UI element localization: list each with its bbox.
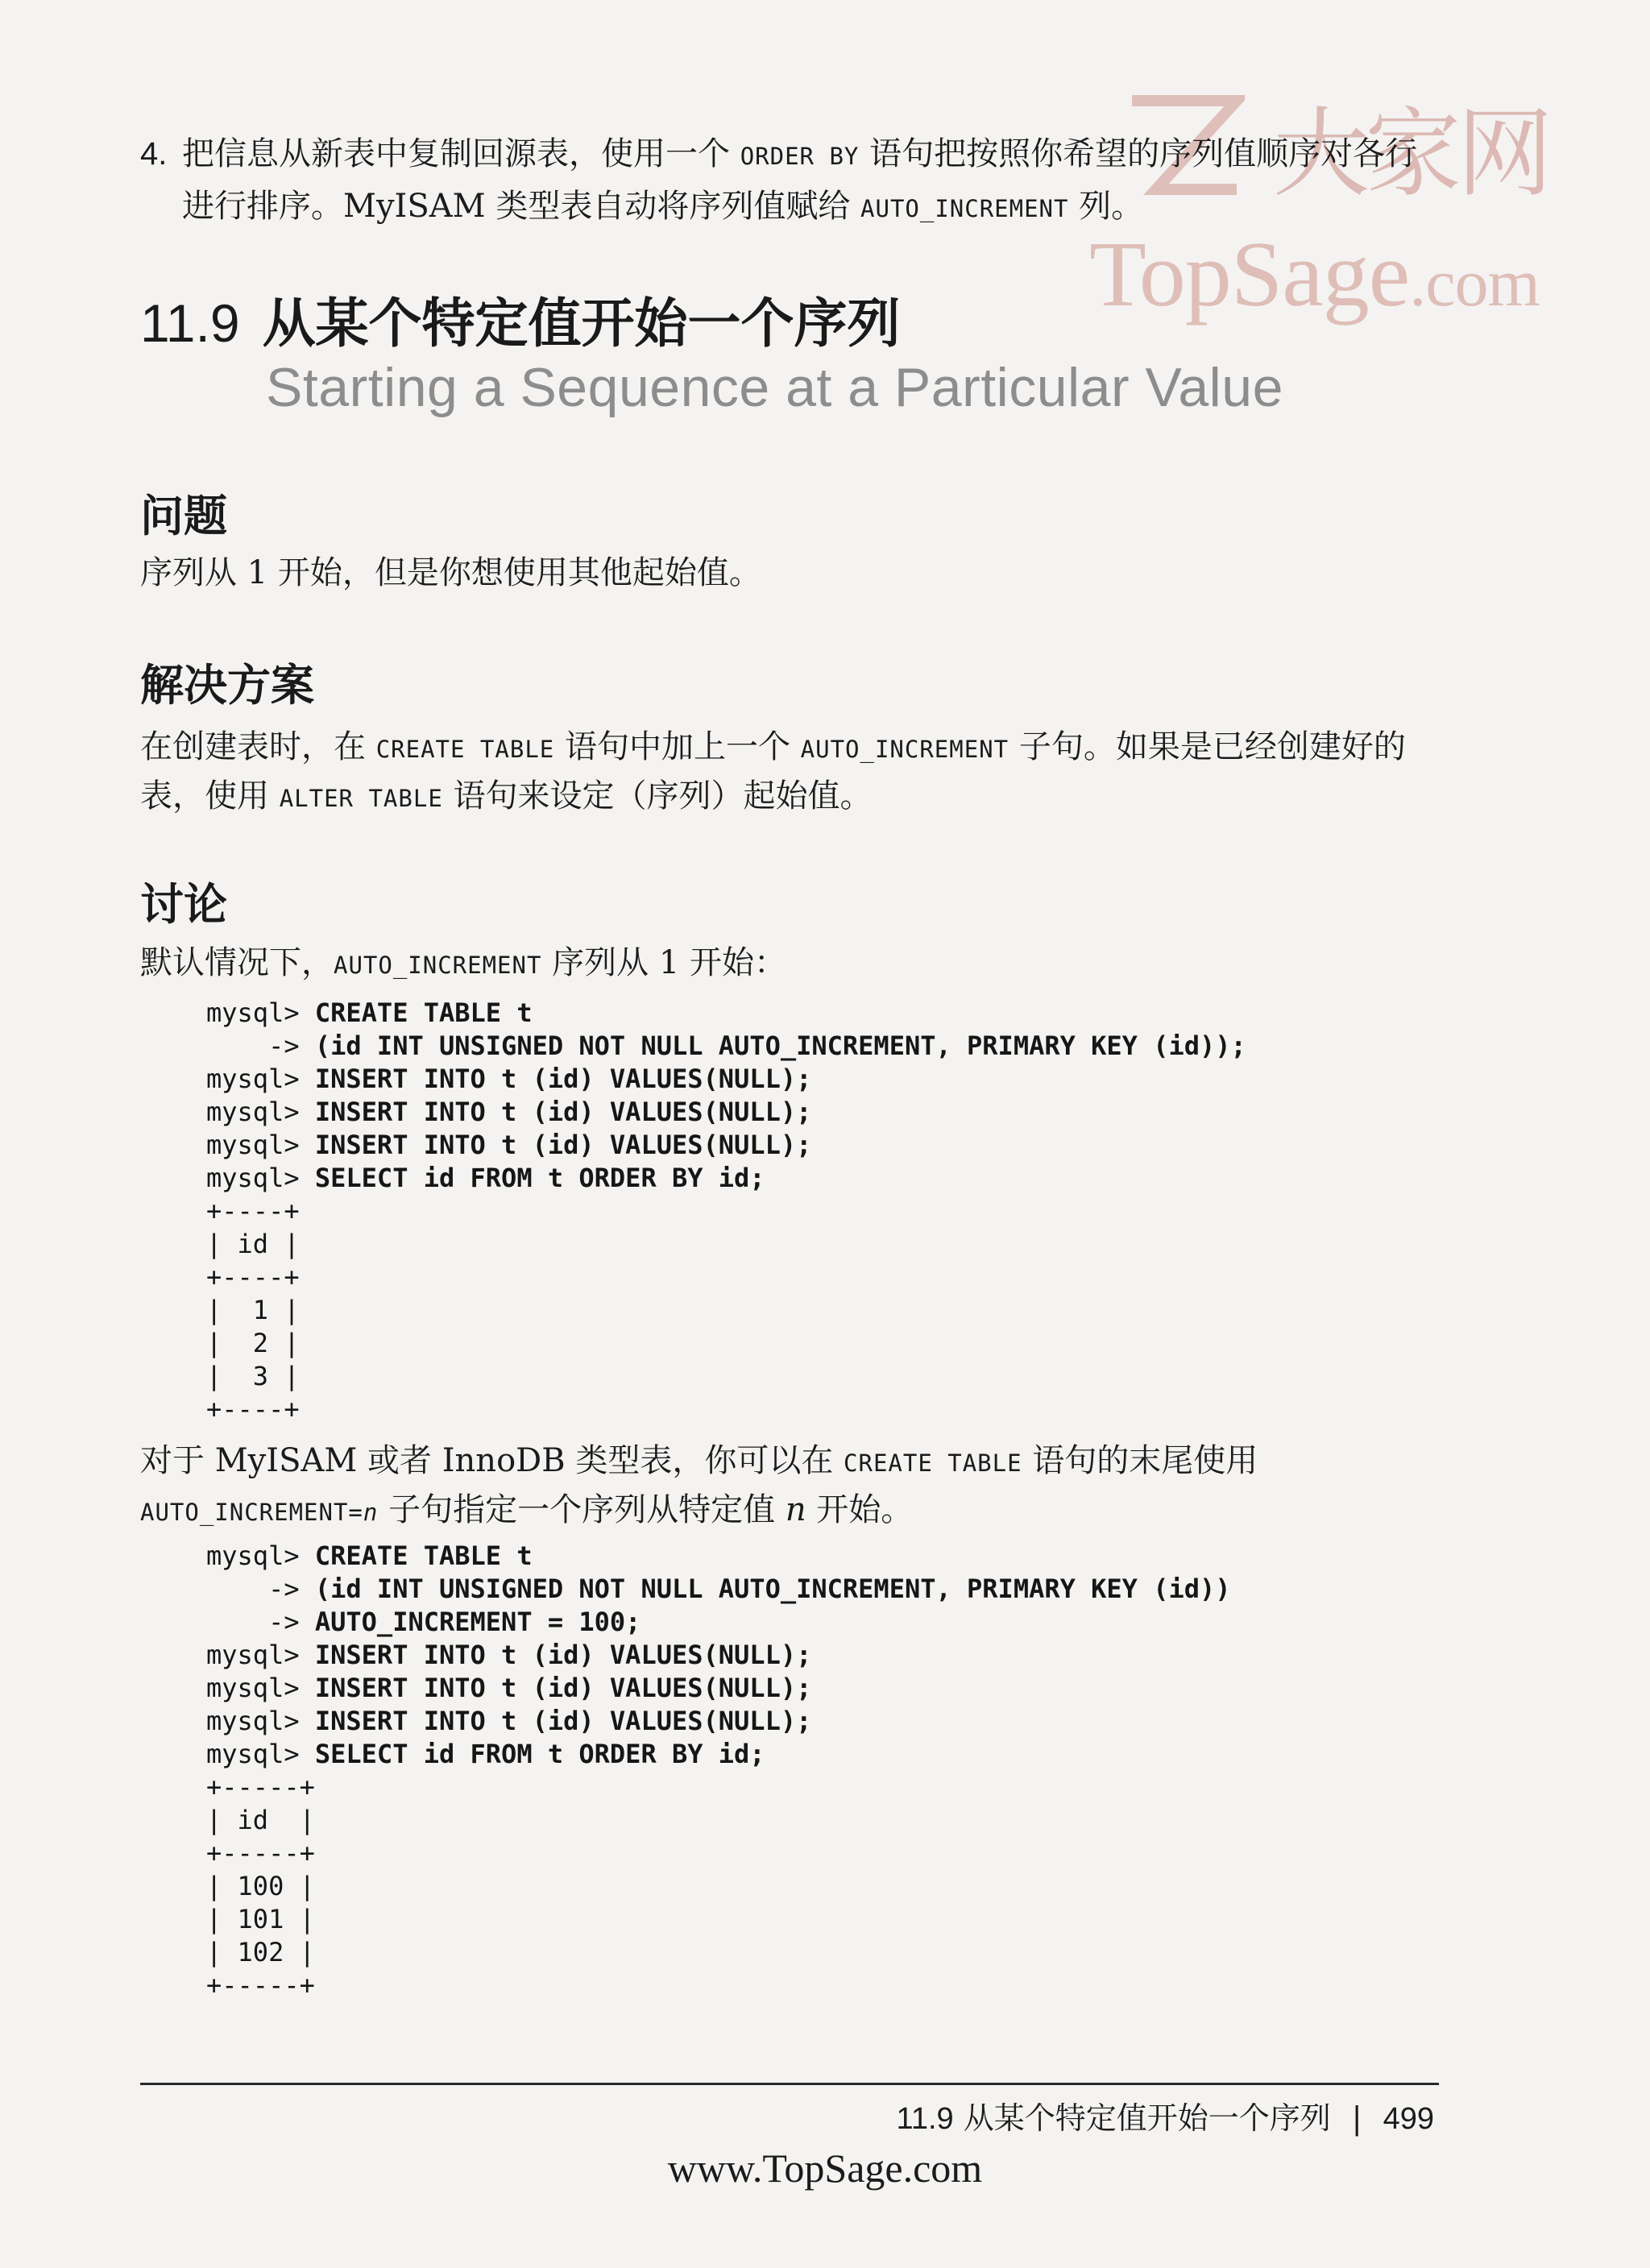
section-number: 11.9 bbox=[140, 293, 240, 353]
code-command: (id INT UNSIGNED NOT NULL AUTO_INCREMENT, PRIMARY KEY (id)); bbox=[314, 1030, 1246, 1061]
code-block-2 bbox=[206, 1540, 1231, 2002]
step-text-part: 语句把按照你希望的序列值顺序对各行进行排序。MyISAM 类型表自动将序列值赋给 bbox=[182, 135, 1418, 225]
code-prompt: | 3 | bbox=[206, 1361, 300, 1391]
text-part: 子句。如果是已经创建好的表，使用 bbox=[140, 728, 1406, 815]
code-line bbox=[206, 1969, 1231, 2002]
discussion-intro bbox=[140, 939, 1437, 989]
code-prompt: mysql> bbox=[206, 1673, 315, 1703]
code-keyword: CREATE TABLE bbox=[844, 1449, 1022, 1477]
footer-section-title: 从某个特定值开始一个序列 bbox=[963, 2100, 1331, 2136]
code-line bbox=[206, 1360, 1246, 1393]
text-part: 序列从 1 开始： bbox=[541, 944, 787, 981]
code-line bbox=[206, 1771, 1231, 1804]
code-prompt: +----+ bbox=[206, 1196, 300, 1226]
step-number: 4. bbox=[140, 136, 168, 172]
code-line bbox=[206, 1540, 1231, 1573]
footer-separator: | bbox=[1351, 2100, 1362, 2136]
code-line bbox=[206, 1261, 1246, 1294]
code-prompt: mysql> bbox=[206, 1130, 315, 1160]
code-prompt: mysql> bbox=[206, 1163, 315, 1193]
discussion-heading: 讨论 bbox=[140, 879, 227, 930]
code-prompt: +----+ bbox=[206, 1394, 300, 1424]
section-subtitle: Starting a Sequence at a Particular Value bbox=[266, 357, 1283, 418]
code-command: SELECT id FROM t ORDER BY id; bbox=[314, 1739, 765, 1769]
code-prompt: -> bbox=[206, 1030, 315, 1061]
watermark-chinese: 大家网 bbox=[1273, 98, 1548, 210]
code-line bbox=[206, 1162, 1246, 1195]
code-prompt: mysql> bbox=[206, 1540, 315, 1571]
code-keyword: AUTO_INCREMENT bbox=[334, 952, 542, 979]
text-part: 语句中加上一个 bbox=[554, 728, 801, 765]
code-prompt: | 2 | bbox=[206, 1328, 300, 1358]
problem-text: 序列从 1 开始，但是你想使用其他起始值。 bbox=[140, 554, 761, 591]
code-prompt: +----+ bbox=[206, 1262, 300, 1292]
code-command: INSERT INTO t (id) VALUES(NULL); bbox=[314, 1064, 812, 1094]
code-line bbox=[206, 1870, 1231, 1903]
text-part: 语句的末尾使用 bbox=[1022, 1442, 1258, 1479]
code-keyword: AUTO_INCREMENT bbox=[800, 736, 1009, 763]
code-command: (id INT UNSIGNED NOT NULL AUTO_INCREMENT, PRIMARY KEY (id)) bbox=[314, 1574, 1231, 1604]
code-command: INSERT INTO t (id) VALUES(NULL); bbox=[314, 1097, 812, 1127]
code-line bbox=[206, 1228, 1246, 1261]
code-prompt: -> bbox=[206, 1607, 315, 1637]
code-command: AUTO_INCREMENT = 100; bbox=[314, 1607, 641, 1637]
code-prompt: | id | bbox=[206, 1805, 315, 1835]
discussion-middle bbox=[140, 1437, 1437, 1536]
section-title bbox=[140, 280, 901, 357]
code-prompt: | 1 | bbox=[206, 1295, 300, 1325]
code-prompt: | 101 | bbox=[206, 1904, 315, 1934]
code-line bbox=[206, 1294, 1246, 1327]
code-command: INSERT INTO t (id) VALUES(NULL); bbox=[314, 1130, 812, 1160]
code-command: CREATE TABLE t bbox=[314, 1540, 533, 1571]
text-variable: n bbox=[785, 1491, 806, 1528]
watermark-brand bbox=[1089, 222, 1540, 329]
code-command: INSERT INTO t (id) VALUES(NULL); bbox=[314, 1673, 812, 1703]
text-part: 对于 MyISAM 或者 InnoDB 类型表，你可以在 bbox=[140, 1442, 844, 1479]
watermark-dotcom: .com bbox=[1409, 246, 1540, 321]
text-part: 语句来设定（序列）起始值。 bbox=[442, 777, 873, 815]
code-keyword: CREATE TABLE bbox=[375, 736, 555, 763]
text-part: 子句指定一个序列从特定值 bbox=[378, 1491, 786, 1528]
page-footer bbox=[140, 2093, 1434, 2137]
code-keyword: AUTO_INCREMENT bbox=[860, 195, 1069, 222]
code-prompt: +-----+ bbox=[206, 1772, 315, 1802]
text-part: 在创建表时，在 bbox=[140, 728, 376, 765]
code-prompt: | 100 | bbox=[206, 1871, 315, 1901]
code-keyword: ORDER BY bbox=[740, 143, 860, 170]
code-line bbox=[206, 1030, 1246, 1063]
code-prompt: | id | bbox=[206, 1229, 300, 1259]
code-line bbox=[206, 1705, 1231, 1738]
code-keyword: ALTER TABLE bbox=[279, 785, 443, 812]
code-prompt: mysql> bbox=[206, 997, 315, 1028]
code-line bbox=[206, 1327, 1246, 1360]
code-line bbox=[206, 1573, 1231, 1606]
code-prompt: +-----+ bbox=[206, 1970, 315, 2001]
watermark-brand-name: TopSage bbox=[1089, 223, 1410, 326]
code-prompt: mysql> bbox=[206, 1706, 315, 1736]
text-part: 开始。 bbox=[806, 1491, 914, 1528]
text-part: 默认情况下， bbox=[140, 944, 334, 981]
code-line bbox=[206, 1672, 1231, 1705]
code-command: INSERT INTO t (id) VALUES(NULL); bbox=[314, 1640, 812, 1670]
code-prompt: mysql> bbox=[206, 1064, 315, 1094]
code-line bbox=[206, 1606, 1231, 1639]
solution-heading: 解决方案 bbox=[140, 660, 314, 711]
code-line bbox=[206, 1903, 1231, 1936]
code-line bbox=[206, 1804, 1231, 1837]
problem-heading: 问题 bbox=[140, 491, 227, 541]
code-command: INSERT INTO t (id) VALUES(NULL); bbox=[314, 1706, 812, 1736]
footer-rule bbox=[140, 2083, 1439, 2085]
code-prompt: mysql> bbox=[206, 1739, 315, 1769]
code-prompt: -> bbox=[206, 1574, 315, 1604]
code-prompt: mysql> bbox=[206, 1640, 315, 1670]
code-prompt: +-----+ bbox=[206, 1838, 315, 1868]
code-line bbox=[206, 1738, 1231, 1771]
page-number: 499 bbox=[1383, 2102, 1434, 2136]
code-line bbox=[206, 1096, 1246, 1129]
code-line bbox=[206, 1393, 1246, 1426]
step-4 bbox=[140, 129, 1429, 234]
step-text bbox=[182, 129, 1429, 234]
code-keyword: AUTO_INCREMENT= bbox=[140, 1499, 363, 1526]
step-text-part: 把信息从新表中复制回源表，使用一个 bbox=[182, 135, 740, 172]
code-variable: n bbox=[363, 1499, 379, 1526]
step-text-part: 列。 bbox=[1068, 188, 1144, 225]
site-url: www.TopSage.com bbox=[667, 2146, 983, 2191]
code-command: CREATE TABLE t bbox=[314, 997, 533, 1028]
code-line bbox=[206, 997, 1246, 1030]
code-line bbox=[206, 1129, 1246, 1162]
code-line bbox=[206, 1063, 1246, 1096]
code-line bbox=[206, 1639, 1231, 1672]
code-block-1 bbox=[206, 997, 1246, 1426]
code-prompt: | 102 | bbox=[206, 1937, 315, 1967]
code-line bbox=[206, 1195, 1246, 1228]
code-command: SELECT id FROM t ORDER BY id; bbox=[314, 1163, 765, 1193]
footer-section-number: 11.9 bbox=[896, 2102, 954, 2136]
code-prompt: mysql> bbox=[206, 1097, 315, 1127]
solution-text bbox=[140, 724, 1437, 822]
section-title-text: 从某个特定值开始一个序列 bbox=[262, 292, 901, 355]
code-line bbox=[206, 1837, 1231, 1870]
code-line bbox=[206, 1936, 1231, 1969]
